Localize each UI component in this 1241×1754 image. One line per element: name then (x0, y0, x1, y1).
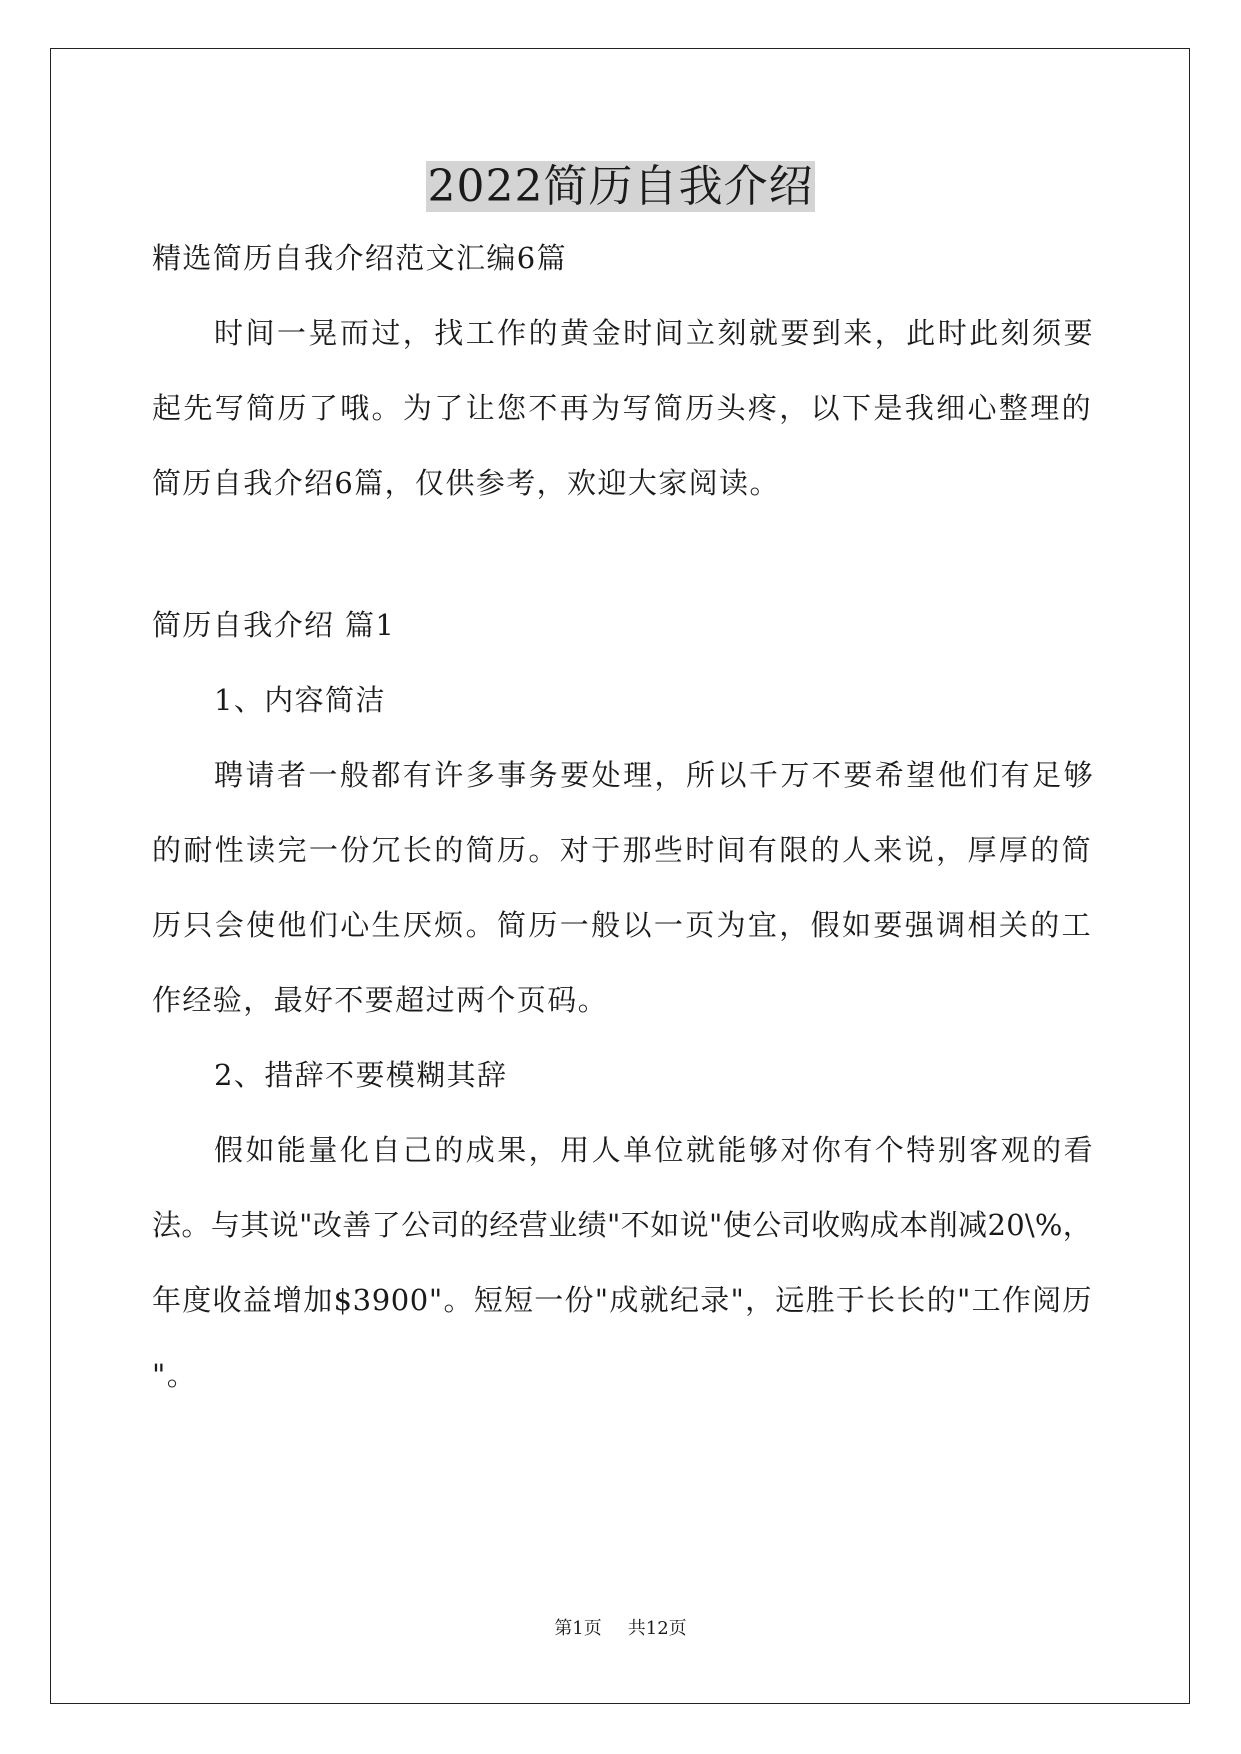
paragraph-line: 聘请者一般都有许多事务要处理，所以千万不要希望他们有足够 (214, 758, 1094, 792)
paragraph-line: 法。与其说"改善了公司的经营业绩"不如说"使公司收购成本削减20\%， (152, 1208, 1092, 1242)
paragraph-line: 的耐性读完一份冗长的简历。对于那些时间有限的人来说，厚厚的简 (152, 833, 1092, 867)
document-subtitle: 精选简历自我介绍范文汇编6篇 (152, 241, 568, 275)
paragraph-line: 假如能量化自己的成果，用人单位就能够对你有个特别客观的看 (214, 1133, 1094, 1167)
paragraph-line: 作经验，最好不要超过两个页码。 (152, 983, 609, 1017)
paragraph-line: 年度收益增加$3900"。短短一份"成就纪录"，远胜于长长的"工作阅历 (152, 1283, 1092, 1317)
intro-line: 时间一晃而过，找工作的黄金时间立刻就要到来，此时此刻须要 (214, 316, 1094, 350)
paragraph-line: "。 (152, 1358, 198, 1392)
section-heading: 简历自我介绍 篇1 (152, 608, 396, 642)
point-heading: 1、内容简洁 (214, 683, 386, 717)
page-border (50, 48, 1190, 1704)
document-title (0, 157, 1241, 217)
intro-line: 起先写简历了哦。为了让您不再为写简历头疼，以下是我细心整理的 (152, 391, 1092, 425)
total-page-count: 共12页 (627, 1618, 687, 1639)
point-heading: 2、措辞不要模糊其辞 (214, 1058, 508, 1092)
document-title-text: 2022简历自我介绍 (427, 161, 814, 212)
current-page-number: 第1页 (554, 1618, 602, 1639)
page-footer (0, 1616, 1241, 1642)
paragraph-line: 历只会使他们心生厌烦。简历一般以一页为宜，假如要强调相关的工 (152, 908, 1092, 942)
intro-line: 简历自我介绍6篇，仅供参考，欢迎大家阅读。 (152, 466, 780, 500)
